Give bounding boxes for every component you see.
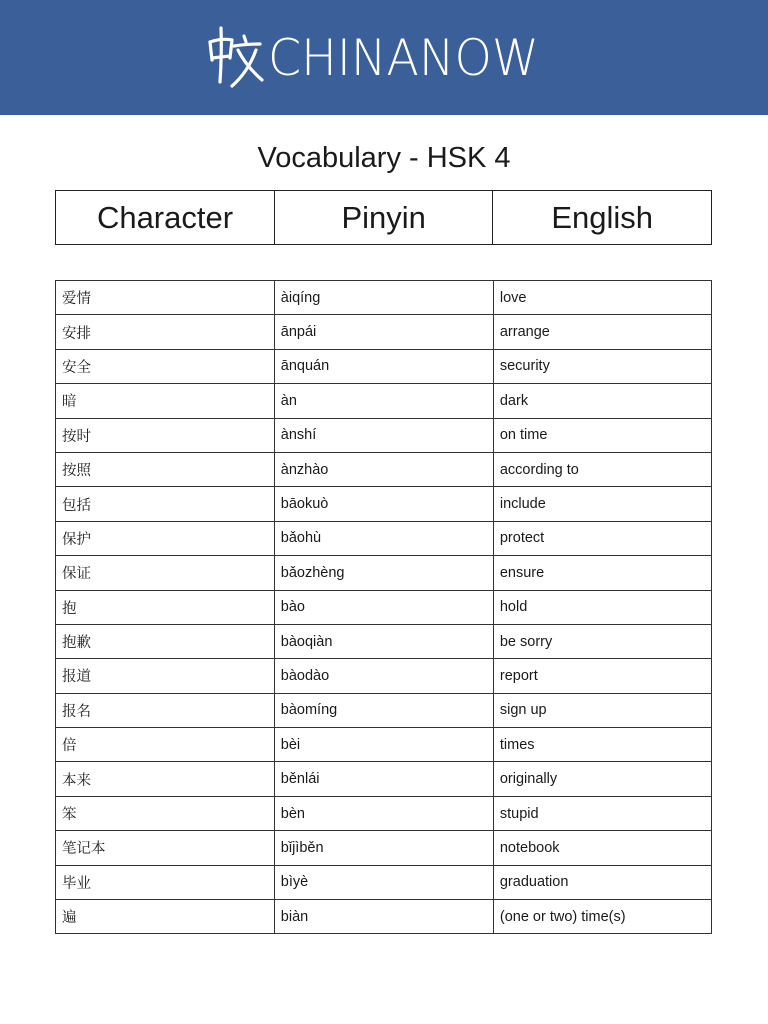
cell-character: 保护	[56, 521, 275, 555]
cell-character: 抱歉	[56, 624, 275, 658]
table-row	[56, 349, 712, 383]
table-row	[56, 556, 712, 590]
cell-pinyin: bàomíng	[274, 693, 493, 727]
cell-english: hold	[493, 590, 711, 624]
cell-character: 按时	[56, 418, 275, 452]
cell-english: dark	[493, 384, 711, 418]
column-header-table	[55, 190, 712, 245]
cell-pinyin: bǐjìběn	[274, 831, 493, 865]
cell-pinyin: ānpái	[274, 315, 493, 349]
cell-english: protect	[493, 521, 711, 555]
cell-pinyin: ànzhào	[274, 452, 493, 486]
cell-pinyin: bǎozhèng	[274, 556, 493, 590]
page-title: Vocabulary - HSK 4	[257, 142, 511, 174]
cell-character: 本来	[56, 762, 275, 796]
column-header-character: Character	[56, 191, 275, 245]
cell-character: 报名	[56, 693, 275, 727]
cell-english: (one or two) time(s)	[493, 900, 711, 934]
table-row	[56, 315, 712, 349]
cell-english: originally	[493, 762, 711, 796]
cell-english: notebook	[493, 831, 711, 865]
chinese-characters-logo-icon	[200, 22, 266, 94]
cell-character: 包括	[56, 487, 275, 521]
cell-character: 毕业	[56, 865, 275, 899]
cell-pinyin: bàoqiàn	[274, 624, 493, 658]
cell-pinyin: ānquán	[274, 349, 493, 383]
table-row	[56, 659, 712, 693]
cell-character: 安全	[56, 349, 275, 383]
cell-character: 抱	[56, 590, 275, 624]
table-row	[56, 900, 712, 934]
table-row	[56, 452, 712, 486]
column-header-pinyin: Pinyin	[275, 191, 493, 245]
cell-english: ensure	[493, 556, 711, 590]
table-row	[56, 796, 712, 830]
table-row	[56, 865, 712, 899]
vocabulary-table-body	[56, 281, 712, 934]
cell-character: 遍	[56, 900, 275, 934]
table-row	[56, 487, 712, 521]
cell-pinyin: bào	[274, 590, 493, 624]
cell-pinyin: àiqíng	[274, 281, 493, 315]
cell-english: sign up	[493, 693, 711, 727]
table-row	[56, 590, 712, 624]
cell-english: on time	[493, 418, 711, 452]
vocabulary-table	[55, 280, 712, 934]
cell-english: report	[493, 659, 711, 693]
column-header-row	[56, 191, 712, 245]
cell-english: arrange	[493, 315, 711, 349]
cell-character: 按照	[56, 452, 275, 486]
cell-character: 报道	[56, 659, 275, 693]
cell-pinyin: bèn	[274, 796, 493, 830]
table-row	[56, 762, 712, 796]
cell-pinyin: bìyè	[274, 865, 493, 899]
table-row	[56, 384, 712, 418]
cell-pinyin: àn	[274, 384, 493, 418]
chinanow-logo	[200, 22, 553, 94]
table-row	[56, 624, 712, 658]
cell-character: 倍	[56, 728, 275, 762]
table-row	[56, 418, 712, 452]
cell-pinyin: bāokuò	[274, 487, 493, 521]
cell-english: times	[493, 728, 711, 762]
cell-character: 暗	[56, 384, 275, 418]
cell-english: love	[493, 281, 711, 315]
table-row	[56, 281, 712, 315]
cell-english: according to	[493, 452, 711, 486]
cell-character: 安排	[56, 315, 275, 349]
cell-english: stupid	[493, 796, 711, 830]
table-row	[56, 728, 712, 762]
cell-character: 保证	[56, 556, 275, 590]
cell-pinyin: běnlái	[274, 762, 493, 796]
table-row	[56, 693, 712, 727]
logo-wordmark: CHINANOW	[268, 29, 539, 87]
cell-character: 爱情	[56, 281, 275, 315]
cell-pinyin: bàodào	[274, 659, 493, 693]
cell-character: 笨	[56, 796, 275, 830]
table-row	[56, 521, 712, 555]
column-header-english: English	[493, 191, 712, 245]
cell-pinyin: ànshí	[274, 418, 493, 452]
cell-english: include	[493, 487, 711, 521]
cell-pinyin: biàn	[274, 900, 493, 934]
cell-pinyin: bǎohù	[274, 521, 493, 555]
cell-pinyin: bèi	[274, 728, 493, 762]
table-row	[56, 831, 712, 865]
cell-english: be sorry	[493, 624, 711, 658]
cell-english: security	[493, 349, 711, 383]
header-banner	[0, 0, 768, 115]
cell-character: 笔记本	[56, 831, 275, 865]
cell-english: graduation	[493, 865, 711, 899]
